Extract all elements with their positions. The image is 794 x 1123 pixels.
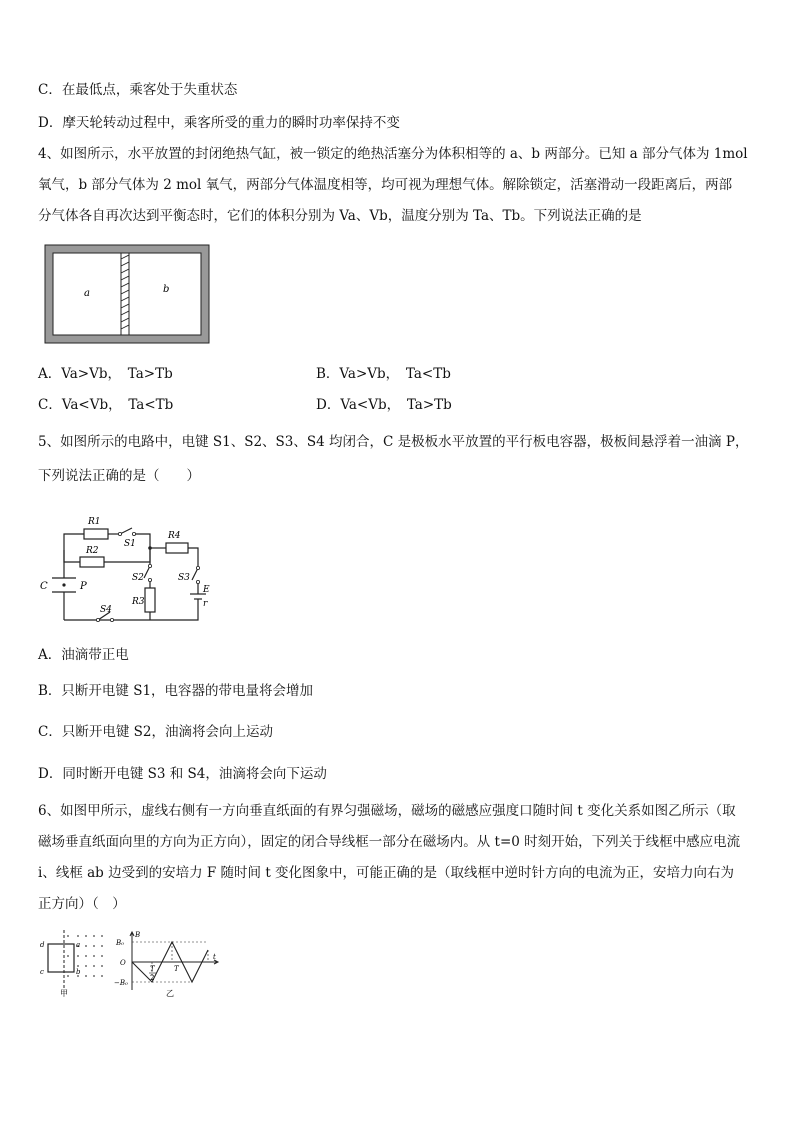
yi-label-b: B [135, 931, 141, 939]
yi-label-b0: B₀ [116, 939, 124, 947]
q6-stem-line4: 正方向）（ ） [38, 896, 126, 912]
q5-option-a: A．油滴带正电 [38, 647, 129, 663]
yi-label-t-period: T [174, 965, 179, 973]
q6-figure-jia [38, 928, 108, 998]
c-label: C [40, 581, 48, 592]
yi-label-negb0: −B₀ [114, 979, 128, 987]
q4-option-c: C．Va<Vb， Ta<Tb [38, 397, 174, 413]
r-label: r [203, 599, 208, 609]
jia-label-b: b [76, 968, 81, 976]
q4-stem-line2: 氧气，b 部分气体为 2 mol 氧气，两部分气体温度相等，均可视为理想气体。解除锁定，活塞滑动一段距离后，两部 [38, 177, 733, 193]
yi-label-thalf-den: 2 [150, 974, 155, 982]
q6-stem-line3: i、线框 ab 边受到的安培力 F 随时间 t 变化图象中，可能正确的是（取线框中逆时针方向的电流为正，安培力向右为 [38, 865, 735, 881]
r4-label: R4 [168, 531, 181, 541]
q6-figure-yi [114, 928, 222, 998]
yi-label-o: O [120, 959, 126, 967]
s3-label: S3 [178, 573, 190, 583]
r1-label: R1 [88, 517, 101, 527]
yi-label-thalf-num: T [150, 965, 155, 973]
q5-stem-line1: 5、如图所示的电路中，电键 S1、S2、S3、S4 均闭合，C 是极板水平放置的平行板电容器，极板间悬浮着一油滴 P， [38, 434, 749, 450]
q5-option-d: D．同时断开电键 S3 和 S4，油滴将会向下运动 [38, 766, 327, 782]
jia-label-d: d [40, 941, 45, 949]
q6-stem-line1: 6、如图甲所示，虚线右侧有一方向垂直纸面的有界匀强磁场，磁场的磁感应强度口随时间 t 变化关系如图乙所示（取 [38, 803, 736, 819]
q4-cylinder-figure [44, 244, 210, 344]
label-b: b [163, 284, 170, 295]
jia-label-c: c [40, 968, 44, 976]
q5-option-b: B．只断开电键 S1，电容器的带电量将会增加 [38, 683, 314, 699]
q4-option-d: D．Va<Vb， Ta>Tb [316, 397, 452, 413]
q5-option-c: C．只断开电键 S2，油滴将会向上运动 [38, 724, 273, 740]
q4-option-a: A．Va>Vb， Ta>Tb [38, 366, 173, 382]
q3-option-c: C．在最低点，乘客处于失重状态 [38, 82, 238, 98]
s4-label: S4 [100, 605, 112, 615]
s1-label: S1 [124, 539, 136, 549]
jia-caption: 甲 [60, 989, 68, 998]
q4-stem-line1: 4、如图所示，水平放置的封闭绝热气缸，被一锁定的绝热活塞分为体积相等的 a、b 两部分。已知 a 部分气体为 1mol [38, 146, 748, 162]
q4-stem-line3: 分气体各自再次达到平衡态时，它们的体积分别为 Va、Vb，温度分别为 Ta、Tb。下列说法正确的是 [38, 208, 642, 224]
p-label: P [80, 581, 87, 592]
r3-label: R3 [132, 597, 145, 607]
r2-label: R2 [86, 546, 99, 556]
e-label: E [203, 585, 210, 595]
q6-stem-line2: 磁场垂直纸面向里的方向为正方向），固定的闭合导线框一部分在磁场内。从 t=0 时刻开始，下列关于线框中感应电流 [38, 834, 741, 850]
jia-label-a: a [76, 941, 81, 949]
label-a: a [84, 288, 90, 299]
q3-option-d: D．摩天轮转动过程中，乘客所受的重力的瞬时功率保持不变 [38, 115, 400, 131]
s2-label: S2 [132, 573, 144, 583]
yi-caption: 乙 [166, 989, 174, 998]
q4-option-b: B．Va>Vb， Ta<Tb [316, 366, 451, 382]
q5-stem-line2: 下列说法正确的是（ ） [38, 468, 200, 484]
yi-label-t-axis: t [213, 953, 216, 961]
q5-circuit-figure [38, 508, 218, 630]
